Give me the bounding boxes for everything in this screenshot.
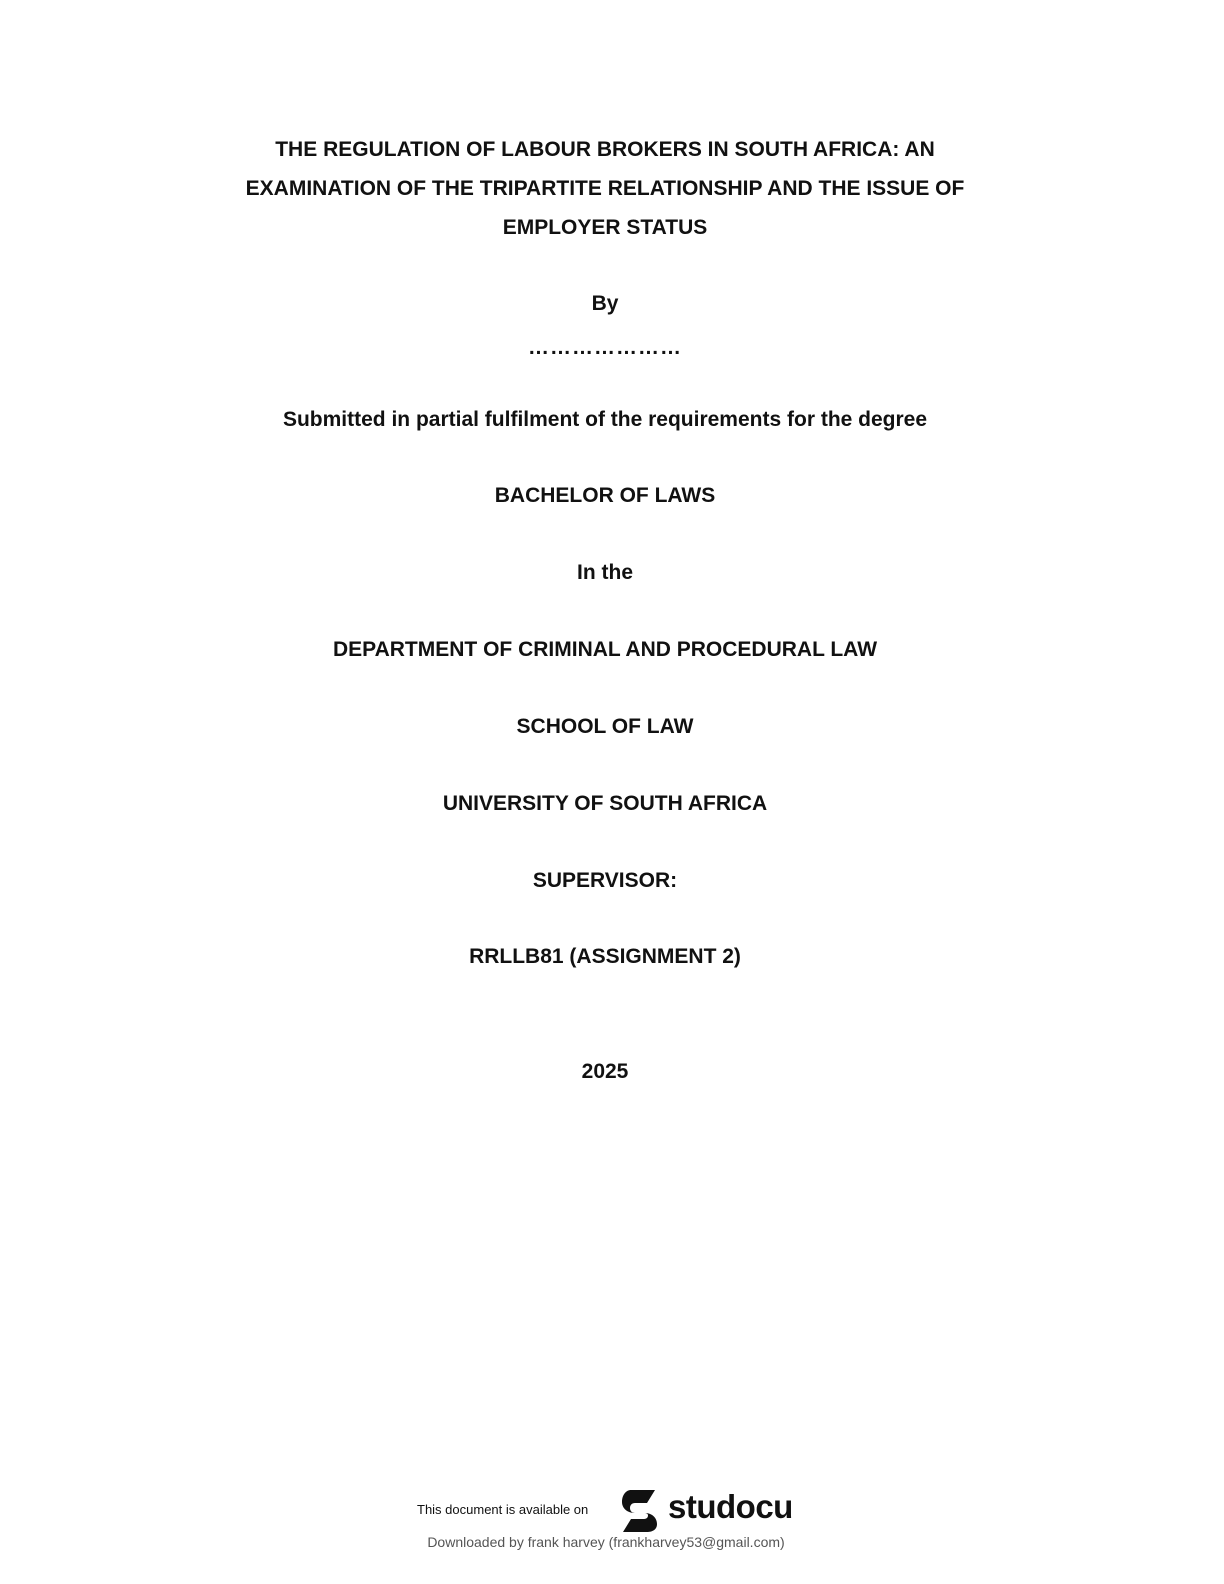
degree-name: BACHELOR OF LAWS [494, 484, 716, 507]
downloaded-by-text: Downloaded by frank harvey (frankharvey53@gmail.com) [427, 1534, 785, 1550]
studocu-brand-text[interactable]: studocu [668, 1488, 793, 1525]
department-name: DEPARTMENT OF CRIMINAL AND PROCEDURAL LAW [332, 638, 878, 661]
by-label: By [591, 292, 619, 315]
title-line-2: EXAMINATION OF THE TRIPARTITE RELATIONSHIP AND THE ISSUE OF [245, 177, 965, 200]
supervisor-label: SUPERVISOR: [532, 869, 678, 892]
author-placeholder: ………………… [528, 336, 682, 359]
school-name: SCHOOL OF LAW [516, 715, 694, 738]
in-the-label: In the [577, 561, 633, 584]
title-line-3: EMPLOYER STATUS [502, 216, 708, 239]
submission-year: 2025 [581, 1060, 629, 1083]
document-title [0, 130, 1210, 247]
submitted-statement: Submitted in partial fulfilment of the requirements for the degree [282, 408, 928, 431]
title-line-1: THE REGULATION OF LABOUR BROKERS IN SOUTH AFRICA: AN [275, 138, 935, 161]
module-code: RRLLB81 (ASSIGNMENT 2) [469, 945, 741, 968]
studocu-footer [0, 1486, 1224, 1536]
studocu-logo-icon[interactable] [617, 1486, 663, 1534]
available-on-text: This document is available on [417, 1502, 589, 1517]
university-name: UNIVERSITY OF SOUTH AFRICA [442, 792, 768, 815]
